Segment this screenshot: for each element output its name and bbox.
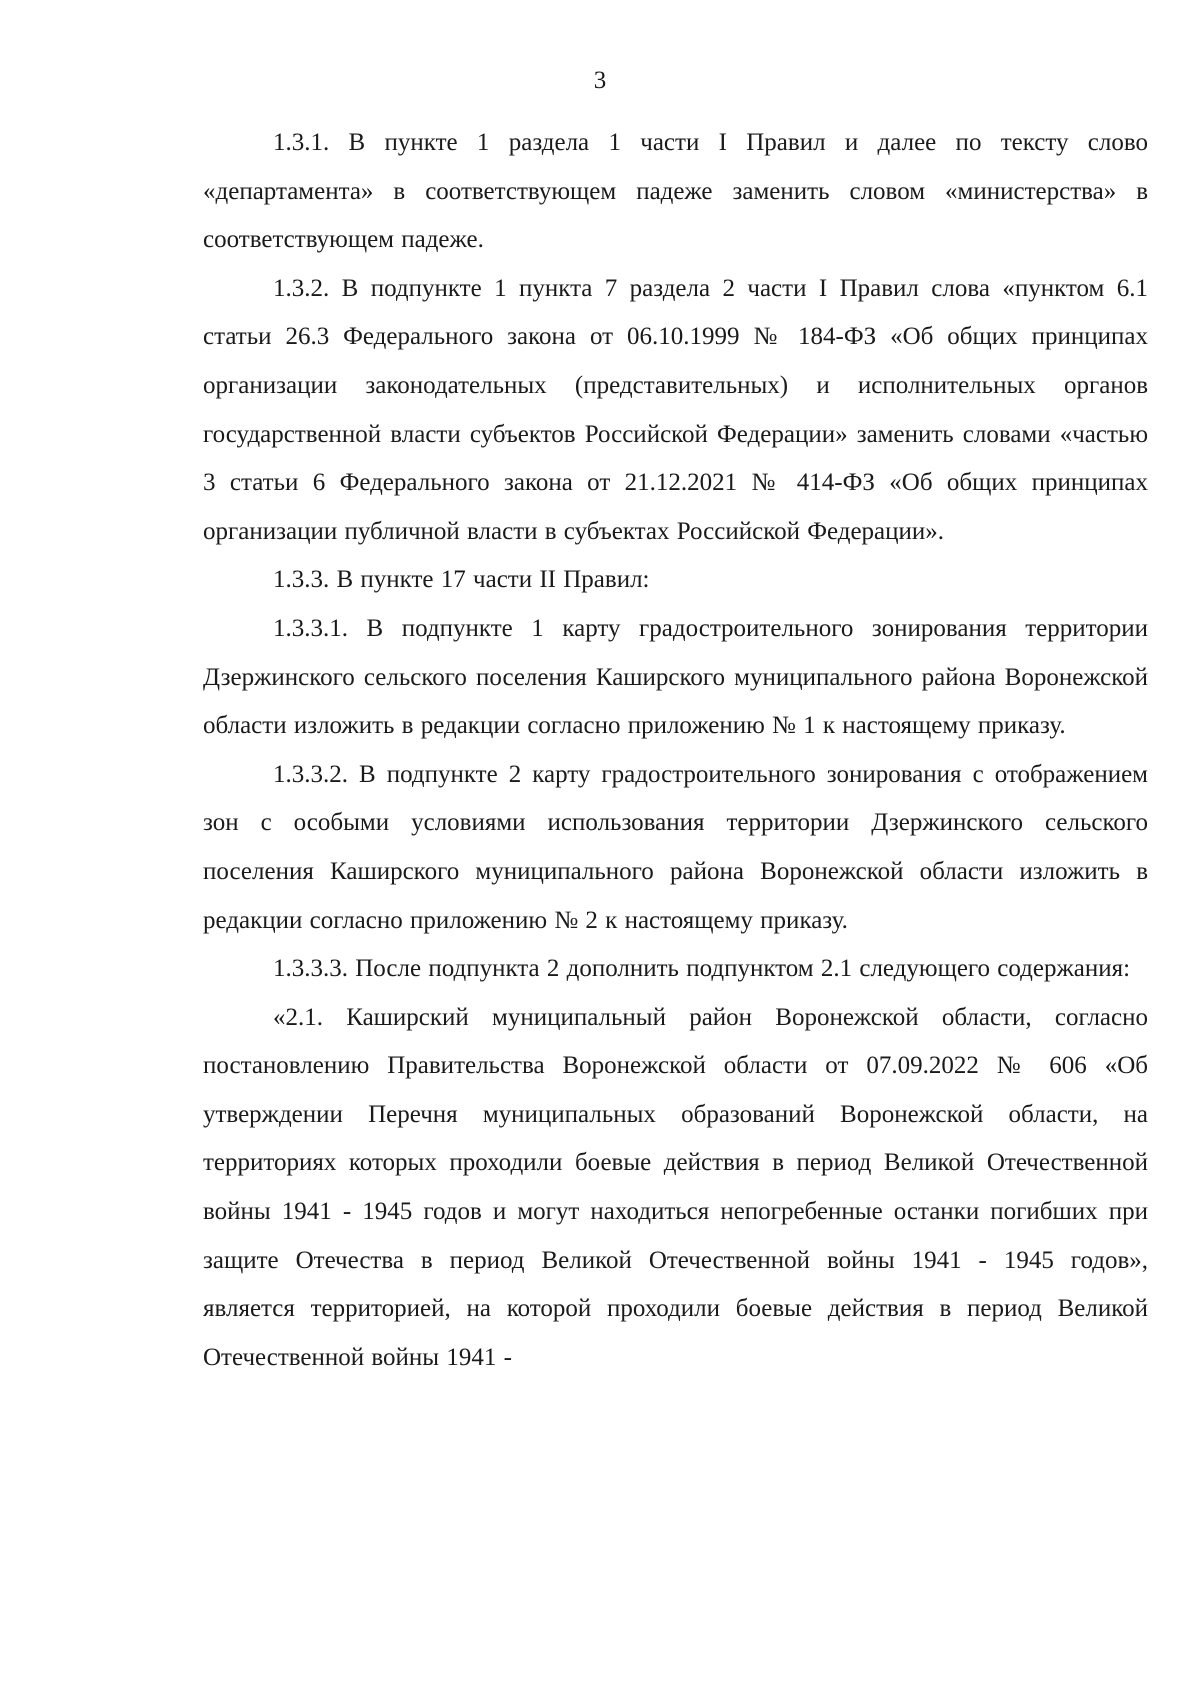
paragraph-1-3-2: 1.3.2. В подпункте 1 пункта 7 раздела 2 части I Правил слова «пунктом 6.1 статьи 26.3 Федерального закона от 06.10.1999 № 184-ФЗ «Об общих принципах организации законодательных (представительных) и исполнительных органов государственной власти субъектов Российской Федерации» заменить словами «частью 3 статьи 6 Федерального закона от 21.12.2021 № 414-ФЗ «Об общих принципах организации публичной власти в субъектах Российской Федерации». bbox=[203, 274, 1148, 545]
paragraph-1-3-3-2: 1.3.3.2. В подпункте 2 карту градостроительного зонирования с отображением зон с особыми условиями использования территории Дзержинского сельского поселения Каширского муниципального района Воронежской области изложить в редакции согласно приложению № 2 к настоящему приказу. bbox=[203, 760, 1148, 934]
paragraph-1-3-3: 1.3.3. В пункте 17 части II Правил: bbox=[273, 566, 650, 594]
paragraph-1-3-1: 1.3.1. В пункте 1 раздела 1 части I Правил и далее по тексту слово «департамента» в соответствующем падеже заменить словом «министерства» в соответствующем падеже. bbox=[203, 129, 1148, 254]
page-number: 3 bbox=[593, 67, 607, 94]
paragraph-1-3-3-1: 1.3.3.1. В подпункте 1 карту градостроительного зонирования территории Дзержинского сельского поселения Каширского муниципального района Воронежской области изложить в редакции согласно приложению № 1 к настоящему приказу. bbox=[203, 614, 1148, 740]
paragraph-2-1-quote: «2.1. Каширский муниципальный район Воронежской области, согласно постановлению Правительства Воронежской области от 07.09.2022 № 606 «Об утверждении Перечня муниципальных образований Воронежской области, на территориях которых проходили боевые действия в период Великой Отечественной войны 1941 - 1945 годов и могут находиться непогребенные останки погибших при защите Отечества в период Великой Отечественной войны 1941 - 1945 годов», является территорией, на которой проходили боевые действия в период Великой Отечественной войны 1941 - bbox=[203, 1003, 1148, 1371]
paragraph-1-3-3-3: 1.3.3.3. После подпункта 2 дополнить подпунктом 2.1 следующего содержания: bbox=[273, 955, 1131, 983]
document-body bbox=[203, 119, 1148, 1382]
